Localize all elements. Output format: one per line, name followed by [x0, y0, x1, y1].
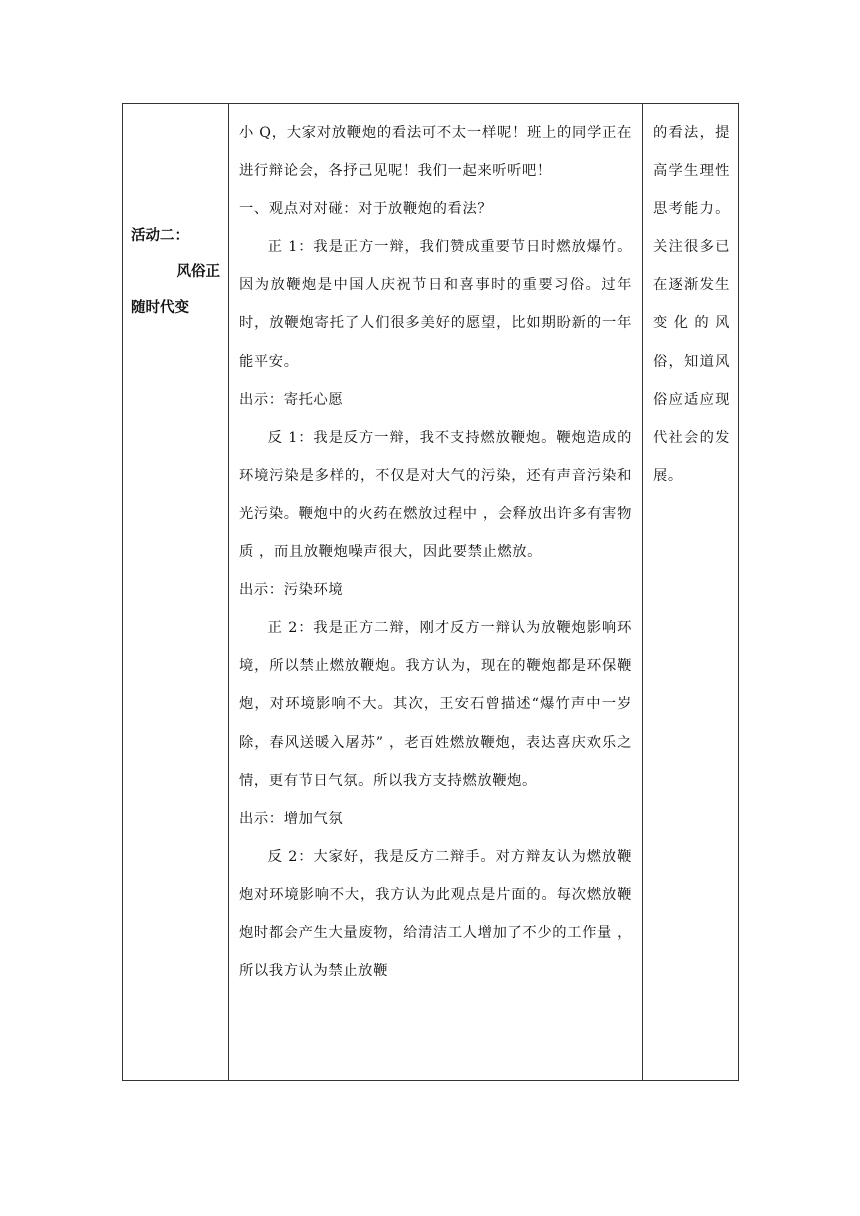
section-heading: 一、观点对对碰：对于放鞭炮的看法？	[239, 201, 493, 218]
design-intent-text: 的看法，提高学生理性思考能力。关注很多已在逐渐发生变化的风俗，知道风俗应适应现代社会的发展。	[653, 125, 730, 484]
affirmative-1-paragraph: 正 1：我是正方一辩，我们赞成重要节日时燃放爆竹。 因为放鞭炮是中国人庆祝节日和喜事时的重要习俗。过年时，放鞭炮寄托了人们很多美好的愿望，比如期盼新的一年能平安。	[239, 239, 632, 370]
activity-cell	[123, 104, 229, 1081]
negative-1-paragraph: 反 1：我是反方一辩，我不支持燃放鞭炮。鞭炮造成的环境污染是多样的，不仅是对大气的污染，还有声音污染和光污染。鞭炮中的火药在燃放过程中 ，会释放出许多有害物质 ，而且放鞭炮噪声很大，因此要禁止燃放。	[239, 429, 632, 561]
goals-cell	[643, 104, 739, 1081]
intro-paragraph: 小 Q，大家对放鞭炮的看法可不太一样呢！班上的同学正在进行辩论会，各抒己见呢！我们一起来听听吧！	[239, 125, 632, 180]
table-row	[123, 104, 739, 1081]
activity-label: 活动二：	[131, 228, 189, 244]
activity-name-line2: 随时代变	[131, 300, 189, 316]
affirmative-2-paragraph: 正 2：我是正方二辩，刚才反方一辩认为放鞭炮影响环境，所以禁止燃放鞭炮。我方认为，现在的鞭炮都是环保鞭炮，对环境影响不大。其次，王安石曾描述“爆竹声中一岁除，春风送暖入屠苏” ，老百姓燃放鞭炮，表达喜庆欢乐之情，更有节日气氛。所以我方支持燃放鞭炮。	[239, 620, 632, 789]
display-note-1: 出示：寄托心愿	[239, 391, 344, 408]
display-note-2: 出示：污染环境	[239, 582, 344, 599]
activity-title	[123, 104, 228, 326]
content-cell	[229, 104, 643, 1081]
lesson-plan-table	[122, 103, 739, 1081]
activity-content	[229, 104, 642, 990]
activity-name-line1: 风俗正	[176, 264, 220, 280]
display-note-3: 出示：增加气氛	[239, 810, 344, 827]
design-intent	[643, 104, 738, 495]
negative-2-paragraph: 反 2：大家好，我是反方二辩手。对方辩友认为燃放鞭炮对环境影响不大，我方认为此观点是片面的。每次燃放鞭炮时都会产生大量废物，给清洁工人增加了不少的工作量 ，所以我方认为禁止放鞭	[239, 848, 632, 980]
